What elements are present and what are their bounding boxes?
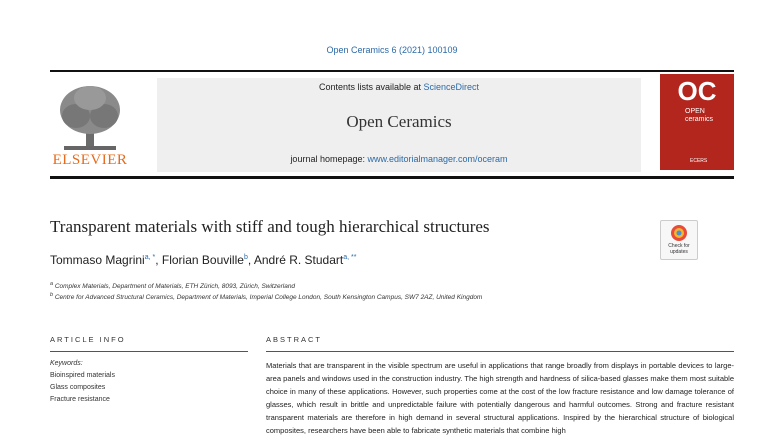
cover-title-line2: ceramics: [685, 116, 714, 123]
affiliation-mark: b: [50, 292, 54, 298]
contents-prefix: Contents lists available at: [318, 82, 424, 92]
author-separator: ,: [155, 253, 162, 267]
keywords-label: Keywords:: [50, 360, 83, 367]
author-marks[interactable]: b: [243, 254, 248, 261]
author-list: [50, 253, 356, 267]
keyword: Glass composites: [50, 384, 106, 391]
abstract-text: Materials that are transparent in the visible spectrum are useful in applications that range broadly from displays in portable devices to large-area panels and windows used in the construction industry. The high strength and hardness of silica-based glasses make them most suitable choice in many of these applications. However, such properties come at the cost of the low fracture resistance and low damage tolerance of glasses, which result in brittle and unpredictable failure with potentially dangerous and harmful outcomes. Strong and fracture resistant transparent materials are therefore in high demand in several structural applications. Inspired by the hierarchical structure of biological composites, researchers have been able to fabricate synthetic materials that combine high: [266, 361, 734, 435]
check-updates-icon: [661, 221, 697, 243]
abstract-rule: [266, 351, 734, 352]
check-updates-label-line2: updates: [670, 249, 688, 255]
author-name[interactable]: Florian Bouville: [161, 253, 244, 267]
article-info-rule: [50, 351, 248, 352]
keyword: Fracture resistance: [50, 396, 110, 403]
contents-line: [157, 82, 641, 92]
check-updates-label: [660, 243, 698, 255]
article-title: Transparent materials with stiff and tough hierarchical structures: [50, 217, 490, 236]
journal-title: Open Ceramics: [346, 112, 452, 131]
masthead-bottom-rule: [50, 176, 734, 179]
author-name[interactable]: Tommaso Magrini: [50, 253, 145, 267]
publisher-wordmark: ELSEVIER: [52, 152, 128, 168]
cover-title-line1: OPEN: [685, 108, 705, 115]
cover-logo: OC: [677, 76, 717, 106]
author-name[interactable]: André R. Studart: [253, 253, 344, 267]
affiliation: [50, 281, 295, 290]
author-separator: ,: [247, 253, 254, 267]
check-updates-label-line1: Check for: [668, 243, 690, 249]
cover-footer: ECERS: [690, 158, 708, 164]
author-marks[interactable]: a, **: [343, 254, 357, 261]
sciencedirect-link[interactable]: ScienceDirect: [423, 82, 480, 92]
abstract-heading: ABSTRACT: [266, 335, 323, 344]
masthead-top-rule: [50, 70, 734, 72]
affiliation-mark: a: [50, 281, 54, 287]
article-info-heading: ARTICLE INFO: [50, 335, 126, 344]
affiliation-text: Complex Materials, Department of Materials, ETH Zürich, 8093, Zürich, Switzerland: [54, 283, 296, 291]
keyword: Bioinspired materials: [50, 372, 115, 379]
homepage-prefix: journal homepage:: [290, 154, 368, 164]
author-marks[interactable]: a, *: [144, 254, 156, 261]
journal-homepage-line: [157, 154, 641, 164]
homepage-link[interactable]: www.editorialmanager.com/oceram: [367, 154, 508, 164]
affiliation: [50, 292, 482, 301]
journal-citation[interactable]: Open Ceramics 6 (2021) 100109: [326, 45, 458, 55]
affiliation-text: Centre for Advanced Structural Ceramics, Department of Materials, Imperial College London, South Kensington Campus, SW7 2AZ, United Kingdom: [54, 294, 483, 302]
cover-title: [685, 108, 713, 124]
